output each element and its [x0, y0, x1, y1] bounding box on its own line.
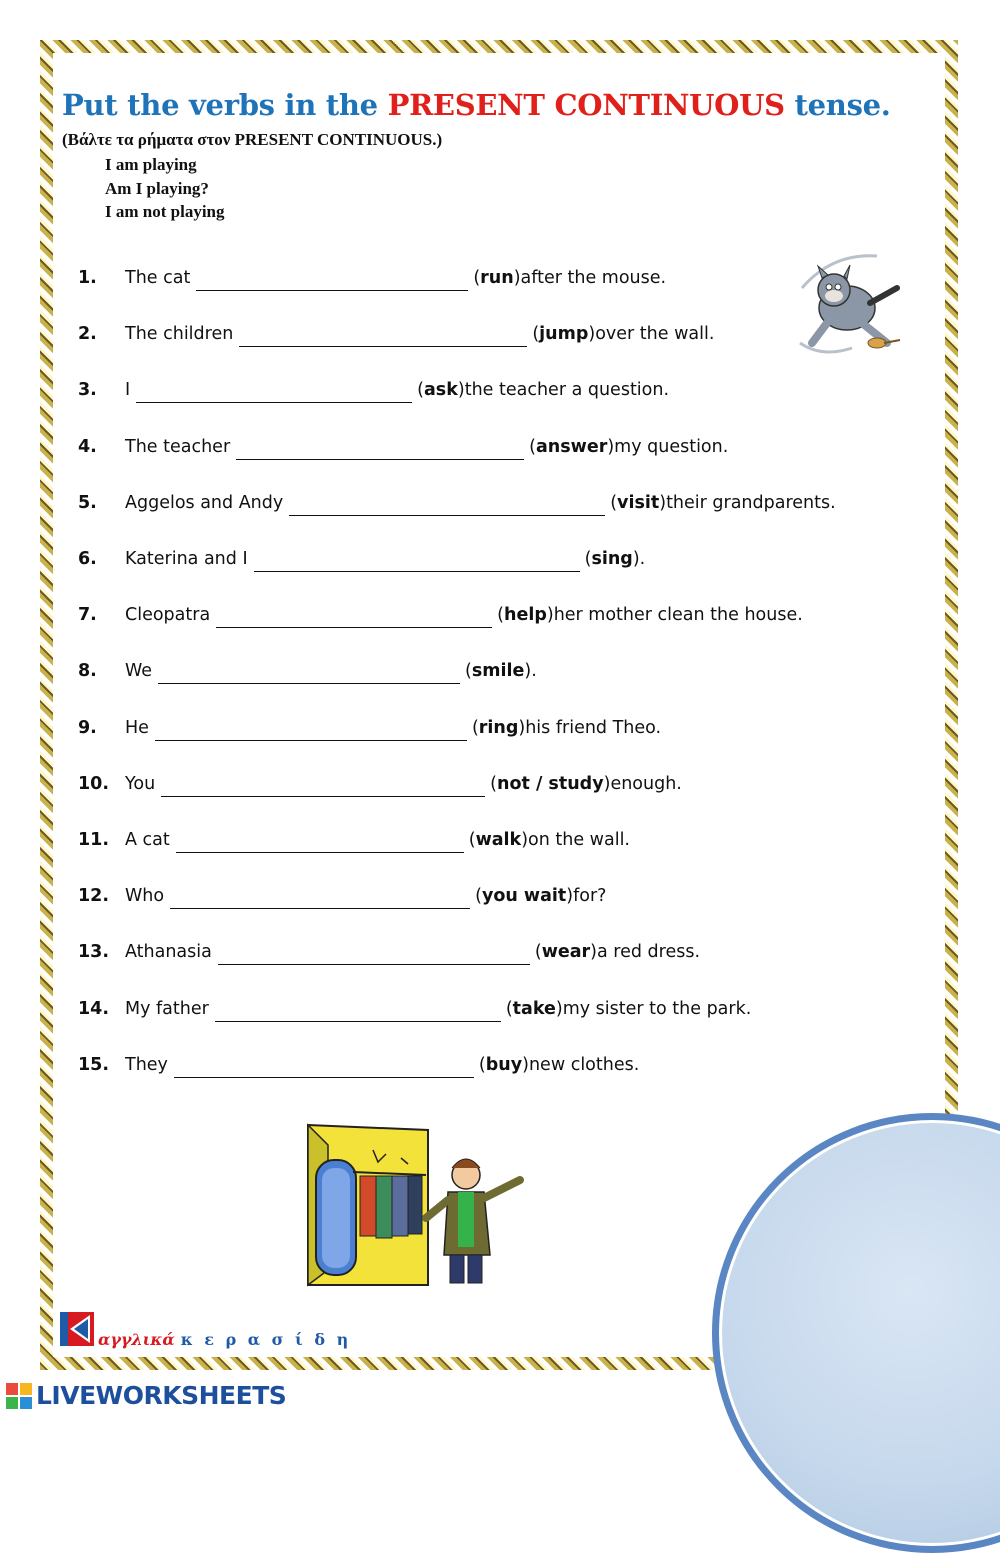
- item-rest: after the mouse.: [520, 268, 667, 289]
- item-rest: my question.: [614, 436, 729, 457]
- worksheet-title: [62, 88, 891, 122]
- item-rest: new clothes.: [528, 1054, 640, 1075]
- item-number: 3.: [78, 380, 97, 401]
- item-rest: my sister to the park.: [562, 998, 752, 1019]
- item-subject: A cat: [125, 829, 170, 850]
- item-subject: Katerina and I: [125, 549, 248, 570]
- answer-blank[interactable]: [254, 554, 580, 572]
- answer-blank[interactable]: [176, 835, 464, 853]
- item-verb: smile: [471, 661, 525, 682]
- instruction-subtitle: (Βάλτε τα ρήματα στον PRESENT CONTINUOUS.): [62, 130, 443, 149]
- liveworksheets-logo-icon: [6, 1383, 32, 1409]
- item-rest: his friend Theo.: [525, 717, 662, 738]
- title-part: tense.: [784, 88, 891, 122]
- title-part: Put the verbs in the: [62, 88, 388, 122]
- answer-blank[interactable]: [158, 666, 460, 684]
- example-affirmative: I am playing: [105, 155, 197, 174]
- item-number: 5.: [78, 492, 97, 513]
- answer-blank[interactable]: [196, 273, 468, 291]
- item-number: 8.: [78, 661, 97, 682]
- brand-text: [98, 1330, 351, 1349]
- exercise-item: 8. We ( smile ) .: [78, 643, 836, 699]
- liveworksheets-footer[interactable]: [6, 1381, 286, 1410]
- item-verb: ask: [424, 380, 458, 401]
- item-rest: a red dress.: [597, 942, 701, 963]
- item-rest: .: [531, 661, 537, 682]
- item-rest: over the wall.: [595, 324, 715, 345]
- item-rest: their grandparents.: [666, 492, 836, 513]
- item-verb: sing: [591, 549, 633, 570]
- item-verb: you wait: [481, 886, 567, 907]
- item-verb: walk: [475, 829, 522, 850]
- item-number: 9.: [78, 717, 97, 738]
- item-subject: The teacher: [125, 436, 231, 457]
- item-verb: answer: [535, 436, 608, 457]
- item-number: 7.: [78, 605, 97, 626]
- title-accent: PRESENT CONTINUOUS: [387, 88, 785, 122]
- item-verb: run: [480, 268, 514, 289]
- exercise-item: 15. They ( buy ) new clothes.: [78, 1037, 836, 1093]
- exercise-list: [78, 250, 836, 1093]
- item-rest: the teacher a question.: [464, 380, 670, 401]
- exercise-item: 5. Aggelos and Andy ( visit ) their grandparents.: [78, 475, 836, 531]
- exercise-item: 6. Katerina and I ( sing ) .: [78, 531, 836, 587]
- item-rest: .: [639, 549, 646, 570]
- answer-blank[interactable]: [161, 779, 485, 797]
- item-verb: ring: [478, 717, 519, 738]
- answer-blank[interactable]: [236, 442, 524, 460]
- item-subject: My father: [125, 998, 209, 1019]
- exercise-item: 10. You ( not / study ) enough.: [78, 756, 836, 812]
- item-subject: The cat: [125, 268, 191, 289]
- item-subject: We: [125, 661, 153, 682]
- item-rest: for?: [573, 886, 607, 907]
- item-verb: take: [512, 998, 556, 1019]
- item-number: 13.: [78, 942, 110, 963]
- answer-blank[interactable]: [215, 1004, 501, 1022]
- answer-blank[interactable]: [216, 610, 492, 628]
- publisher-brand: [60, 1312, 352, 1349]
- exercise-item: 4. The teacher ( answer ) my question.: [78, 419, 836, 475]
- item-subject: They: [125, 1054, 168, 1075]
- exercise-item: 7. Cleopatra ( help ) her mother clean the house.: [78, 587, 836, 643]
- exercise-item: 1. The cat ( run ) after the mouse.: [78, 250, 836, 306]
- item-verb: wear: [541, 942, 591, 963]
- item-subject: Who: [125, 886, 165, 907]
- exercise-item: 12. Who ( you wait ) for?: [78, 868, 836, 924]
- item-number: 6.: [78, 549, 97, 570]
- answer-blank[interactable]: [289, 498, 605, 516]
- item-subject: You: [125, 773, 156, 794]
- exercise-item: 13. Athanasia ( wear ) a red dress.: [78, 924, 836, 980]
- examples: [105, 153, 225, 224]
- answer-blank[interactable]: [155, 723, 467, 741]
- item-subject: He: [125, 717, 149, 738]
- item-verb: help: [504, 605, 547, 626]
- item-rest: enough.: [610, 773, 682, 794]
- answer-blank[interactable]: [218, 947, 530, 965]
- example-question: Am I playing?: [105, 178, 209, 198]
- exercise-item: 3. I ( ask ) the teacher a question.: [78, 362, 836, 418]
- item-number: 15.: [78, 1054, 110, 1075]
- item-subject: The children: [125, 324, 234, 345]
- item-number: 4.: [78, 436, 97, 457]
- brand-word-2: κ ε ρ α σ ί δ η: [180, 1330, 352, 1349]
- item-subject: Athanasia: [125, 942, 212, 963]
- item-number: 12.: [78, 886, 110, 907]
- liveworksheets-wordmark: LIVEWORKSHEETS: [36, 1381, 287, 1410]
- cat-chasing-mouse-illustration: [792, 248, 912, 363]
- item-rest: her mother clean the house.: [553, 605, 803, 626]
- item-number: 1.: [78, 268, 97, 289]
- exercise-item: 14. My father ( take ) my sister to the park.: [78, 980, 836, 1036]
- exercise-item: 11. A cat ( walk ) on the wall.: [78, 812, 836, 868]
- exercise-item: 2. The children ( jump ) over the wall.: [78, 306, 836, 362]
- item-verb: visit: [617, 492, 660, 513]
- item-verb: jump: [539, 324, 589, 345]
- item-verb: not / study: [497, 773, 604, 794]
- item-subject: Cleopatra: [125, 605, 211, 626]
- item-verb: buy: [485, 1054, 523, 1075]
- item-subject: Aggelos and Andy: [125, 492, 284, 513]
- answer-blank[interactable]: [136, 385, 412, 403]
- item-number: 11.: [78, 829, 110, 850]
- exercise-item: 9. He ( ring ) his friend Theo.: [78, 700, 836, 756]
- wardrobe-boy-illustration: [298, 1120, 530, 1290]
- answer-blank[interactable]: [174, 1060, 474, 1078]
- example-negative: I am not playing: [105, 202, 225, 221]
- kerasidi-logo-icon: [60, 1312, 94, 1346]
- item-number: 2.: [78, 324, 97, 345]
- brand-word-1: αγγλικά: [98, 1330, 175, 1349]
- item-subject: I: [125, 380, 131, 401]
- item-number: 10.: [78, 773, 110, 794]
- item-rest: on the wall.: [528, 829, 630, 850]
- answer-blank[interactable]: [170, 891, 470, 909]
- item-number: 14.: [78, 998, 110, 1019]
- answer-blank[interactable]: [239, 329, 527, 347]
